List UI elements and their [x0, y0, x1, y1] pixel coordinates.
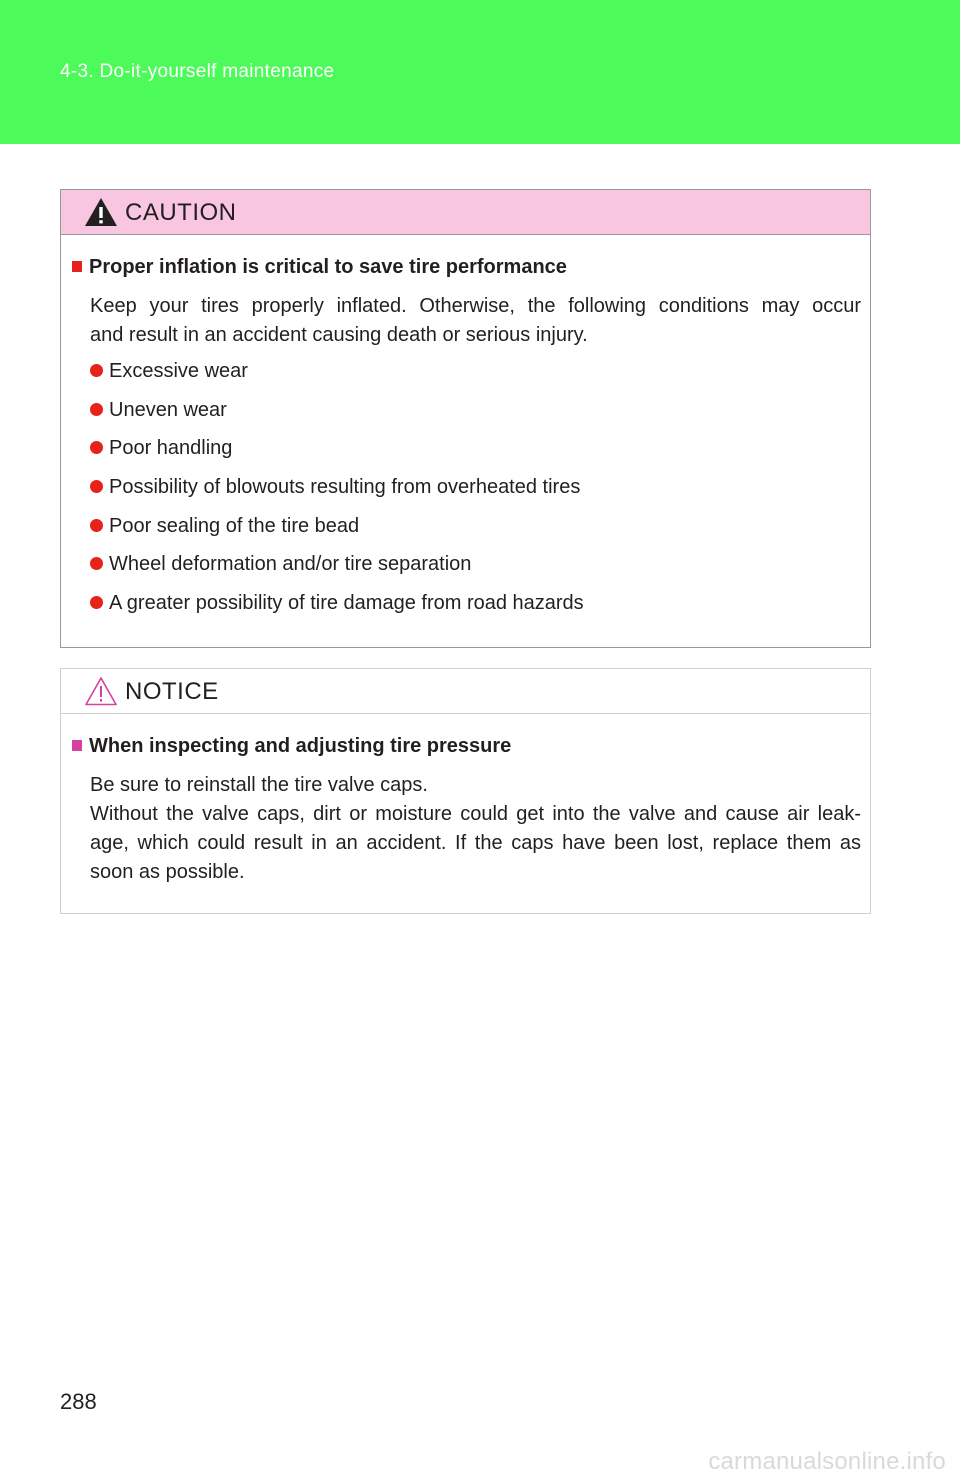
round-bullet-icon: [90, 557, 103, 570]
caution-condition-list: [90, 360, 584, 631]
round-bullet-icon: [90, 519, 103, 532]
notice-label: NOTICE: [125, 678, 219, 705]
caution-body-line-1: Keep your tires properly inflated. Otherwise, the following conditions may occur: [90, 295, 861, 317]
list-item: Uneven wear: [90, 399, 584, 438]
caution-body-line-2: and result in an accident causing death or serious injury.: [90, 324, 588, 346]
section-title: 4-3. Do-it-yourself maintenance: [60, 61, 335, 82]
warning-triangle-outline-icon: [83, 675, 119, 707]
list-item: Poor sealing of the tire bead: [90, 515, 584, 554]
header-band: [0, 0, 960, 144]
caution-box: [60, 189, 871, 648]
notice-header: [61, 669, 870, 714]
notice-body-line-1: Be sure to reinstall the tire valve caps.: [90, 774, 428, 796]
list-item: Poor handling: [90, 437, 584, 476]
notice-box: [60, 668, 871, 914]
caution-label: CAUTION: [125, 199, 237, 226]
notice-body-line-3: age, which could result in an accident. If the caps have been lost, replace them as: [90, 832, 861, 854]
round-bullet-icon: [90, 403, 103, 416]
round-bullet-icon: [90, 596, 103, 609]
caution-title-text: Proper inflation is critical to save tire performance: [89, 256, 567, 278]
square-bullet-icon: [72, 740, 82, 751]
page-number: 288: [60, 1389, 97, 1414]
caution-header: [61, 190, 870, 235]
notice-section-title: [72, 735, 511, 758]
round-bullet-icon: [90, 364, 103, 377]
list-item: Excessive wear: [90, 360, 584, 399]
watermark: carmanualsonline.info: [708, 1448, 946, 1475]
notice-body-line-4: soon as possible.: [90, 861, 245, 883]
list-item: A greater possibility of tire damage from road hazards: [90, 592, 584, 631]
round-bullet-icon: [90, 441, 103, 454]
list-item: Possibility of blowouts resulting from overheated tires: [90, 476, 584, 515]
caution-section-title: [72, 256, 567, 279]
notice-title-text: When inspecting and adjusting tire pressure: [89, 735, 512, 757]
square-bullet-icon: [72, 261, 82, 272]
list-item: Wheel deformation and/or tire separation: [90, 553, 584, 592]
notice-body-line-2: Without the valve caps, dirt or moisture could get into the valve and cause air leak-: [90, 803, 861, 825]
warning-triangle-filled-icon: [83, 196, 119, 228]
round-bullet-icon: [90, 480, 103, 493]
